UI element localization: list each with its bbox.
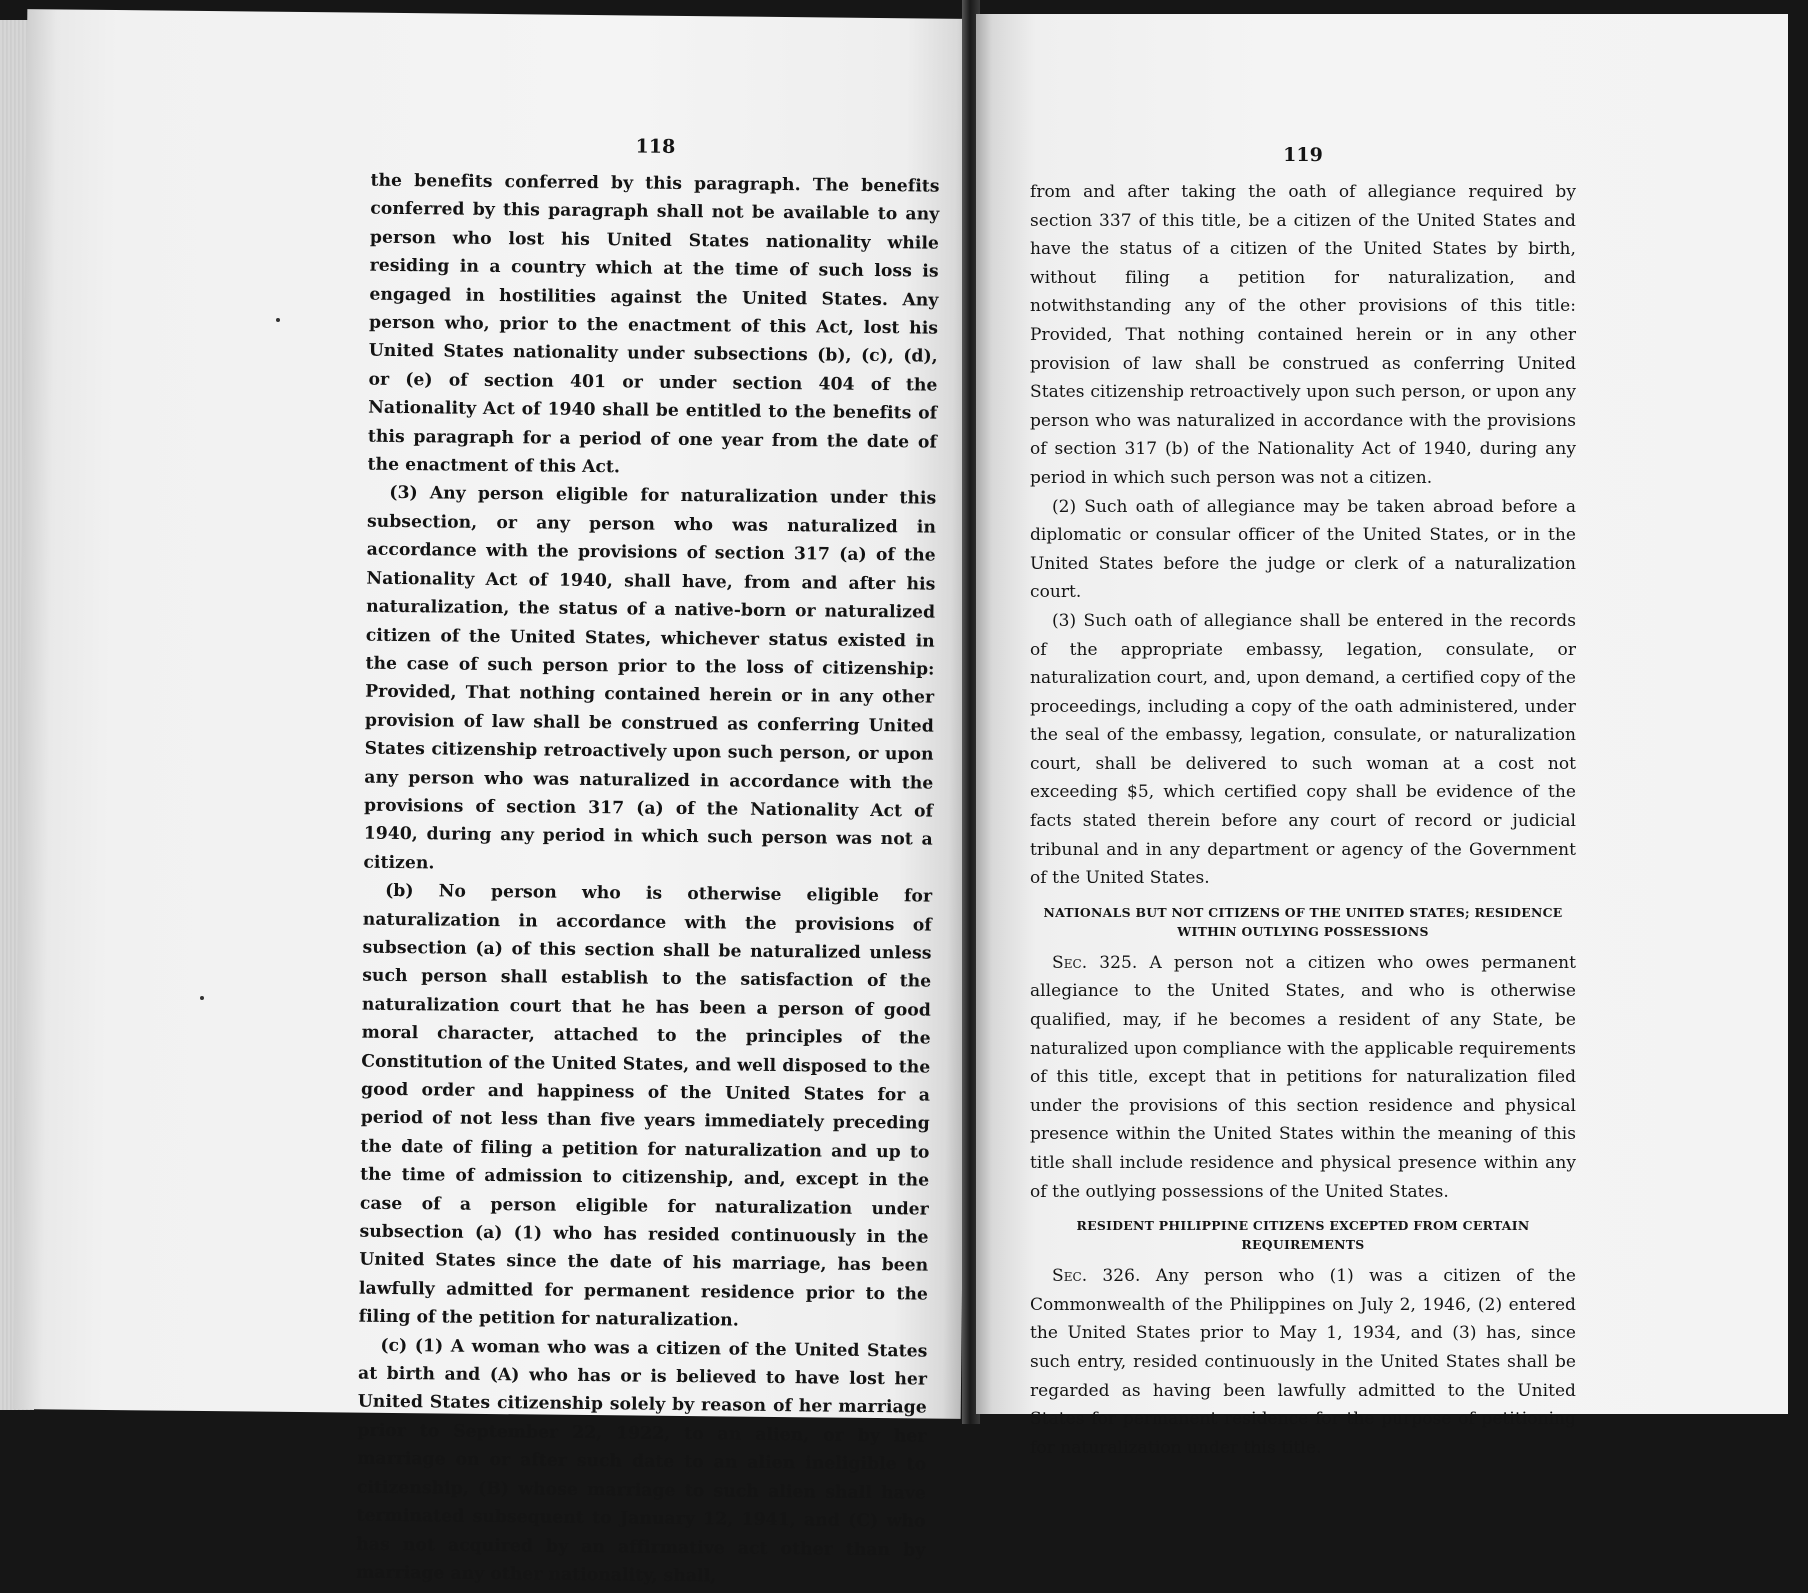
section-325-label: Sec. 325. — [1052, 952, 1138, 973]
section-325 — [1030, 949, 1576, 1206]
right-paragraph-3: (3) Such oath of allegiance shall be entered in the records of the appropriate embassy, legation, consulate, or naturalization court, and, upon demand, a certified copy of the proceedings, including a copy of the oath administered, under the seal of the embassy, legation, consulate, or naturalization court, shall be delivered to such woman at a cost not exceeding $5, which certified copy shall be evidence of the facts stated therein before any court of record or judicial tribunal and in any department or agency of the Government of the United States. — [1030, 610, 1576, 889]
section-heading-nationals: NATIONALS BUT NOT CITIZENS OF THE UNITED STATES; RESIDENCE WITHIN OUTLYING POSSESSIONS — [1043, 904, 1563, 939]
left-paragraph-2: (3) Any person eligible for naturalization under this subsection, or any person who was naturalized in accordance with the provisions of section 317 (a) of the Nationality Act of 1940, shall have, from and after his naturalization, the status of a native-born or naturalized citizen of the United States, whichever status existed in the case of such person prior to the loss of citizenship: Provided, That nothing contained herein or in any other provision of law shall be construed as conferring United States citizenship retroactively upon such person, or upon any person who was naturalized in accordance with the provisions of section 317 (a) of the Nationality Act of 1940, during any period in which such person was not a citizen. — [363, 483, 937, 874]
right-paragraph-2: (2) Such oath of allegiance may be taken abroad before a diplomatic or consular officer of the United States, or in the United States before the judge or clerk of a naturalization court. — [1030, 496, 1576, 603]
left-paragraph-4: (c) (1) A woman who was a citizen of the United States at birth and (A) who has or is believed to have lost her United States citizenship solely by reason of her marriage prior to September 22, 1922, to an alien, or by her marriage on or after such date to an alien ineligible to citizenship, (B) whose marriage to such alien shall have terminated subsequent to January 12, 1941, and (C) who has not acquired by an affirmative act other than by marriage any other nationality, shall, — [355, 1335, 928, 1587]
page-number-right: 119 — [1283, 144, 1323, 166]
ink-speck — [200, 996, 204, 1000]
right-paragraph-1: from and after taking the oath of allegiance required by section 337 of this title, be a citizen of the United States and have the status of a citizen of the United States by birth, without filing a petition for naturalization, and notwithstanding any of the other provisions of this title: Provided, That nothing contained herein or in any other provision of law shall be construed as conferring United States citizenship retroactively upon such person, or upon any person who was naturalized in accordance with the provisions of section 317 (b) of the Nationality Act of 1940, during any period in which such person was not a citizen. — [1030, 182, 1576, 488]
section-325-text: A person not a citizen who owes permanent allegiance to the United States, and who is otherwise qualified, may, if he becomes a resident of any State, be naturalized upon compliance with the applicable requirements of this title, except that in petitions for naturalization filed under the provisions of this section residence and physical presence within the United States within the meaning of this title shall include residence and physical presence within any of the outlying possessions of the United States. — [1030, 952, 1576, 1202]
right-page — [976, 14, 1788, 1458]
ink-speck — [276, 318, 280, 322]
section-326-label: Sec. 326. — [1052, 1266, 1141, 1287]
section-326-text: Any person who (1) was a citizen of the Commonwealth of the Philippines on July 2, 1946, (2) entered the United States prior to May 1, 1934, and (3) has, since such entry, resided continuously in the United States shall be regarded as having been lawfully admitted to the United States for permanent residence for the purpose of petitioning for naturalization under this title. — [1030, 1266, 1576, 1458]
left-paragraph-3: (b) No person who is otherwise eligible for naturalization in accordance with the provisions of subsection (a) of this section shall be naturalized unless such person shall establish to the satisfaction of the naturalization court that he has been a person of good moral character, attached to the principles of the Constitution of the United States, and well disposed to the good order and happiness of the United States for a period of not less than five years immediately preceding the date of filing a petition for naturalization and up to the time of admission to citizenship, and, except in the case of a person eligible for naturalization under subsection (a) (1) who has resided continuously in the United States since the date of his marriage, has been lawfully admitted for permanent residence prior to the filing of the petition for naturalization. — [358, 881, 933, 1331]
page-number-left: 118 — [635, 135, 676, 158]
section-heading-philippine: RESIDENT PHILIPPINE CITIZENS EXCEPTED FROM CERTAIN REQUIREMENTS — [1076, 1218, 1530, 1253]
section-326 — [1030, 1262, 1576, 1462]
left-paragraph-1: the benefits conferred by this paragraph. The benefits conferred by this paragraph shall not be available to any person who lost his United States nationality while residing in a country which at the time of such loss is engaged in hostilities against the United States. Any person who, prior to the enactment of this Act, lost his United States nationality under subsections (b), (c), (d), or (e) of section 401 or under section 404 of the Nationality Act of 1940 shall be entitled to the benefits of this paragraph for a period of one year from the date of the enactment of this Act. — [367, 170, 940, 478]
left-page — [13, 9, 976, 1587]
